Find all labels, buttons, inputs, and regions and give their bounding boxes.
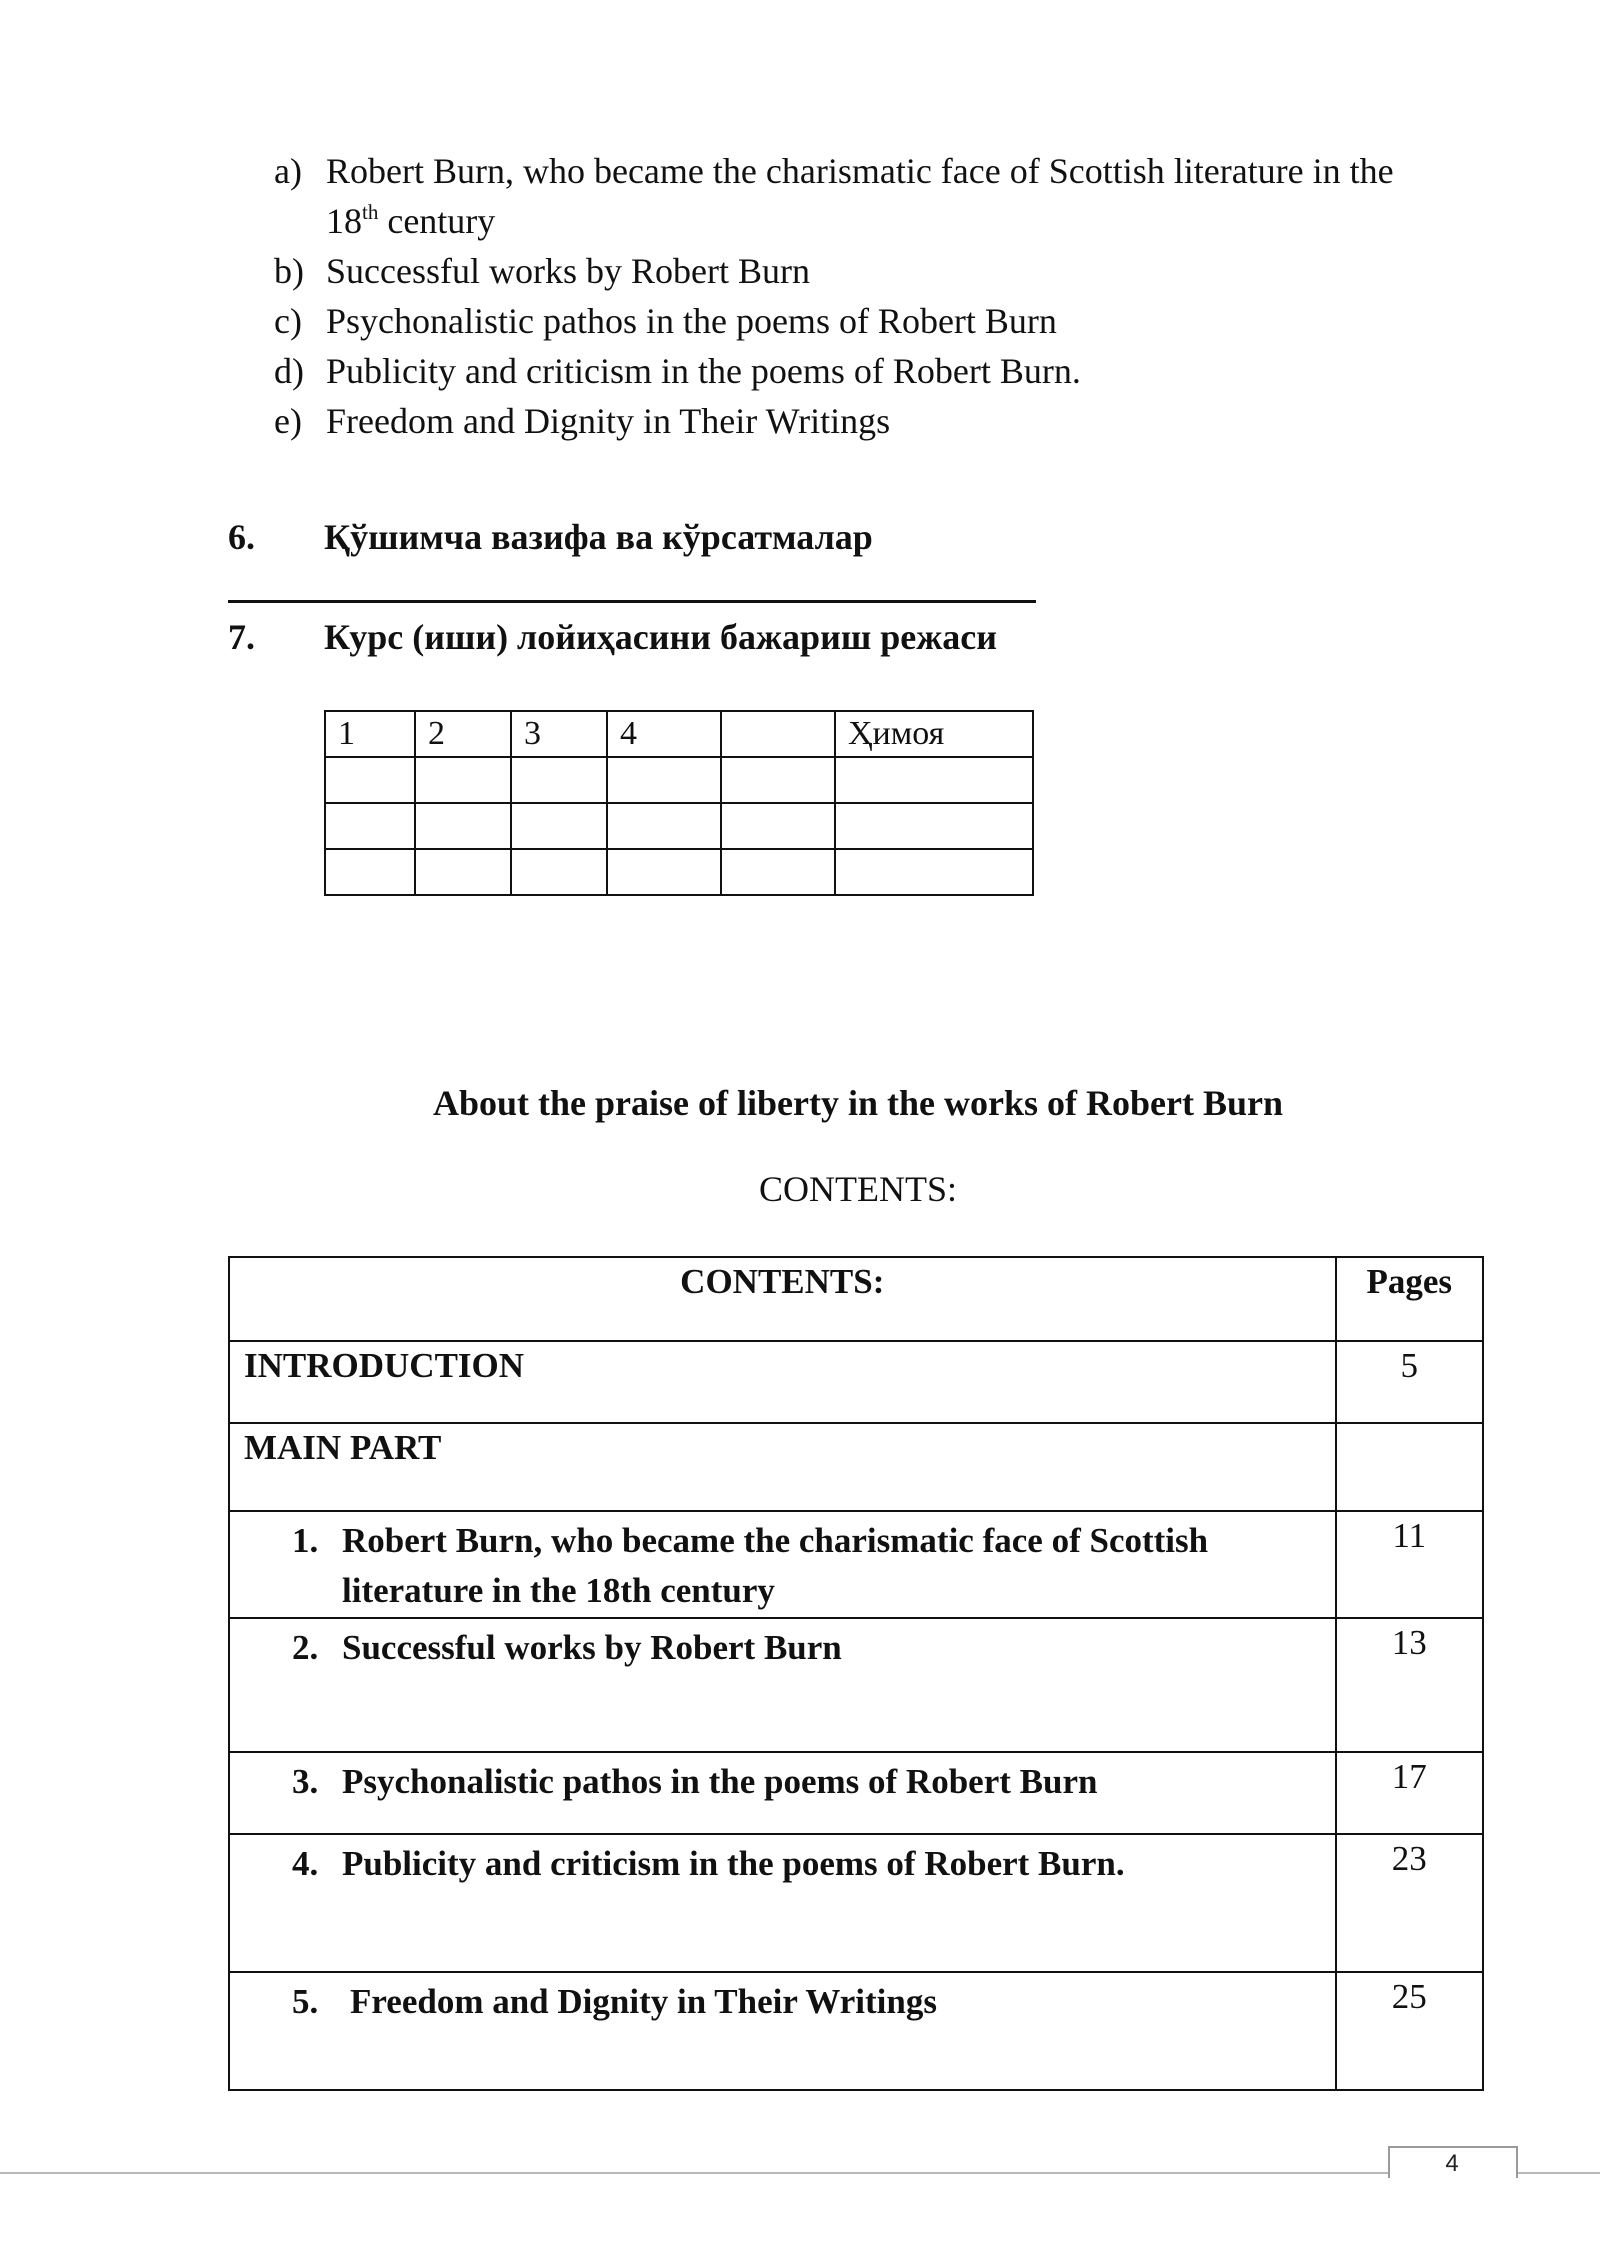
list-item [274, 246, 1474, 296]
page-number-cell: 11 [1336, 1511, 1483, 1618]
toc-introduction: INTRODUCTION [229, 1341, 1336, 1423]
item-title: Successful works by Robert Burn [342, 1628, 842, 1667]
item-title: Robert Burn, who became the charismatic face of Scottish literature in the 18th century [342, 1521, 1209, 1610]
item-number: 3. [292, 1762, 319, 1801]
table-row [229, 1423, 1483, 1511]
table-cell [511, 803, 607, 849]
page-number-cell: 17 [1336, 1752, 1483, 1834]
blank-line [228, 600, 1036, 603]
toc-item [229, 1972, 1336, 2090]
contents-label: CONTENTS: [759, 1169, 957, 1209]
list-item [274, 146, 1474, 246]
table-header-cell: 1 [325, 711, 415, 757]
page-number: 4 [1445, 2150, 1459, 2177]
table-cell [511, 849, 607, 895]
list-item-continuation [326, 196, 1474, 246]
item-number: 1. [292, 1521, 319, 1560]
toc-item [229, 1834, 1336, 1972]
list-item-text: Successful works by Robert Burn [326, 251, 810, 291]
list-item-text: Psychonalistic pathos in the poems of Robert Burn [326, 301, 1057, 341]
page-number-cell: 25 [1336, 1972, 1483, 2090]
table-row [325, 711, 1033, 757]
item-title: Freedom and Dignity in Their Writings [350, 1982, 937, 2021]
table-header-cell: 2 [415, 711, 511, 757]
item-title: Publicity and criticism in the poems of Robert Burn. [342, 1844, 1125, 1883]
contents-header: CONTENTS: [229, 1257, 1336, 1341]
table-cell [607, 757, 721, 803]
table-cell [325, 849, 415, 895]
section-title: Курс (иши) лойиҳасини бажариш режаси [324, 617, 998, 657]
list-marker: c) [274, 301, 302, 341]
toc-item [229, 1511, 1336, 1618]
page-number-cell: 23 [1336, 1834, 1483, 1972]
list-marker: d) [274, 351, 304, 391]
table-cell [325, 757, 415, 803]
table-row [229, 1257, 1483, 1341]
table-cell [721, 757, 835, 803]
plan-table [324, 710, 1034, 896]
table-header-cell: 3 [511, 711, 607, 757]
table-cell [511, 757, 607, 803]
list-item-text: Publicity and criticism in the poems of Robert Burn. [326, 351, 1081, 391]
list-marker: a) [274, 151, 302, 191]
list-item [274, 396, 1474, 446]
ordinal-suffix: th [362, 200, 379, 224]
item-number: 2. [292, 1628, 319, 1667]
toc-item [229, 1618, 1336, 1752]
century-number: 18 [326, 201, 362, 241]
contents-table [228, 1256, 1484, 2091]
table-row [325, 803, 1033, 849]
table-row [325, 849, 1033, 895]
table-cell [835, 803, 1033, 849]
table-row [229, 1972, 1483, 2090]
section-number: 6. [228, 517, 255, 557]
table-row [229, 1834, 1483, 1972]
document-title: About the praise of liberty in the works of Robert Burn [433, 1083, 1283, 1123]
table-header-cell [721, 711, 835, 757]
table-cell [835, 849, 1033, 895]
table-row [229, 1618, 1483, 1752]
table-cell [721, 849, 835, 895]
section-title: Қўшимча вазифа ва кўрсатмалар [324, 517, 873, 557]
table-cell [415, 849, 511, 895]
table-cell [607, 849, 721, 895]
table-row [229, 1752, 1483, 1834]
list-item-text: Freedom and Dignity in Their Writings [326, 401, 891, 441]
item-number: 4. [292, 1844, 319, 1883]
page-number-cell [1336, 1423, 1483, 1511]
table-cell [415, 757, 511, 803]
table-cell [415, 803, 511, 849]
toc-item [229, 1752, 1336, 1834]
list-item [274, 296, 1474, 346]
table-row [229, 1341, 1483, 1423]
objectives-list [274, 146, 1474, 446]
page-number-cell: 5 [1336, 1341, 1483, 1423]
page-number-cell: 13 [1336, 1618, 1483, 1752]
toc-main-part: MAIN PART [229, 1423, 1336, 1511]
pages-header: Pages [1336, 1257, 1483, 1341]
list-item-text: Robert Burn, who became the charismatic face of Scottish literature in the [326, 151, 1394, 191]
table-row [325, 757, 1033, 803]
list-item [274, 346, 1474, 396]
table-row [229, 1511, 1483, 1618]
table-header-cell: 4 [607, 711, 721, 757]
table-header-cell: Ҳимоя [835, 711, 1033, 757]
list-marker: e) [274, 401, 302, 441]
item-title: Psychonalistic pathos in the poems of Robert Burn [342, 1762, 1098, 1801]
item-number: 5. [292, 1982, 319, 2021]
table-cell [325, 803, 415, 849]
table-cell [607, 803, 721, 849]
footer-line [0, 2172, 1600, 2174]
table-cell [835, 757, 1033, 803]
table-cell [721, 803, 835, 849]
century-word: century [378, 201, 496, 241]
section-number: 7. [228, 617, 255, 657]
list-marker: b) [274, 251, 304, 291]
